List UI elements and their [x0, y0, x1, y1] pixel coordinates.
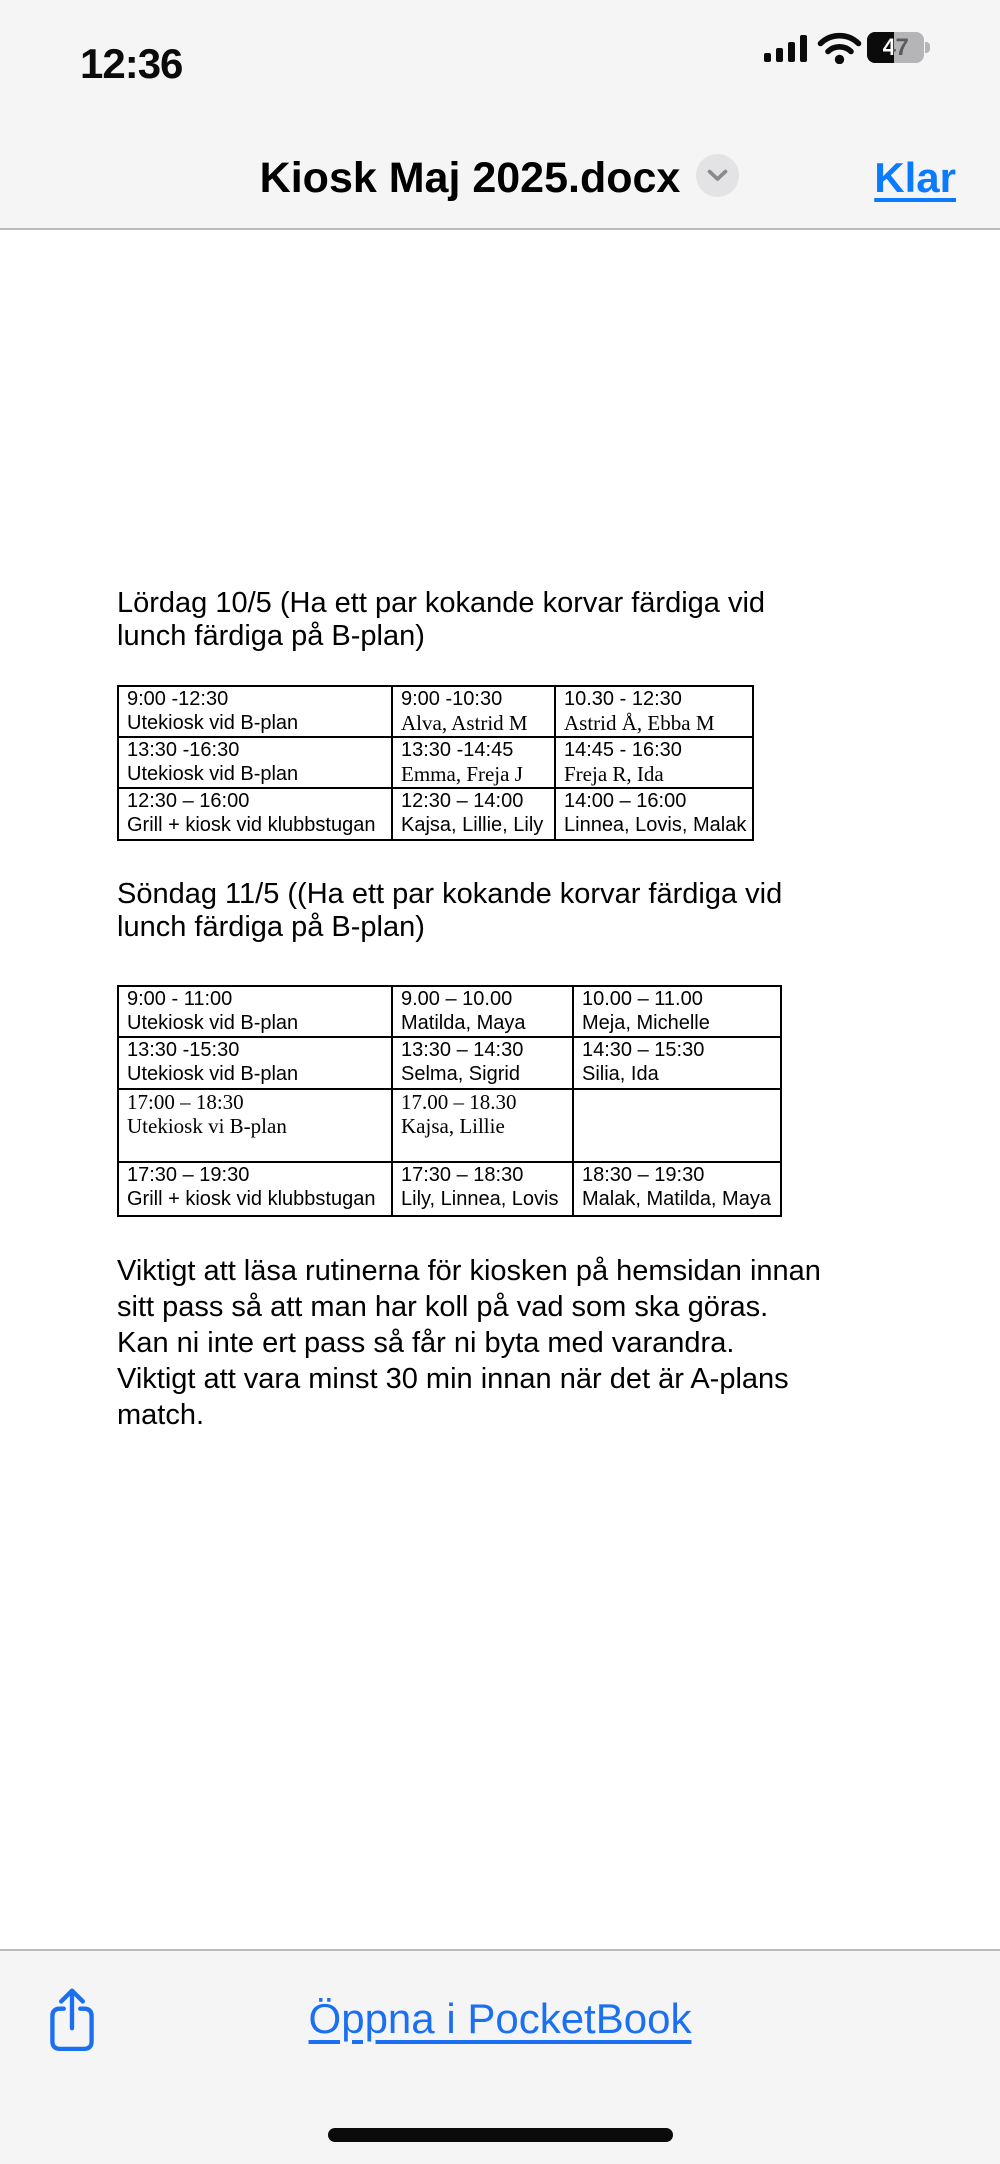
table-row: [118, 686, 753, 737]
shift-names: Kajsa, Lillie, Lily: [401, 813, 544, 836]
heading-line: lunch färdiga på B-plan): [117, 911, 425, 943]
shift-time: 14:00 – 16:00: [564, 790, 687, 812]
top-chrome: [0, 0, 1000, 230]
shift-time: 17:00 – 18:30: [127, 1090, 244, 1114]
schedule-cell: [392, 737, 555, 788]
battery-icon: [867, 32, 924, 63]
schedule-cell: [392, 986, 573, 1037]
chevron-down-icon: [707, 169, 728, 182]
shift-names: Selma, Sigrid: [401, 1062, 520, 1085]
shift-time: 9:00 - 11:00: [127, 988, 233, 1010]
schedule-cell: [392, 1162, 573, 1216]
shift-names: Grill + kiosk vid klubbstugan: [127, 1187, 376, 1210]
shift-time: 10.00 – 11.00: [582, 988, 703, 1010]
shift-time: 18:30 – 19:30: [582, 1164, 705, 1186]
schedule-cell: [392, 788, 555, 840]
heading-line: Lördag 10/5 (Ha ett par kokande korvar färdiga vid: [117, 587, 766, 619]
schedule-cell: [118, 1037, 392, 1089]
shift-time: 9:00 -12:30: [127, 688, 229, 710]
schedule-cell: [573, 986, 781, 1037]
note-line: Viktigt att läsa rutinerna för kiosken på hemsidan innan: [117, 1255, 821, 1287]
shift-names: Linnea, Lovis, Malak: [564, 813, 747, 836]
status-time: 12:36: [80, 40, 183, 87]
note-line: sitt pass så att man har koll på vad som ska göras.: [117, 1291, 769, 1323]
table-row: [118, 737, 753, 788]
schedule-cell: [118, 788, 392, 840]
shift-time: 9.00 – 10.00: [401, 988, 513, 1010]
schedule-cell: [118, 986, 392, 1037]
shift-names: Utekiosk vi B-plan: [127, 1113, 287, 1138]
shift-names: Matilda, Maya: [401, 1011, 526, 1034]
table-row: [118, 1089, 781, 1162]
shift-time: 9:00 -10:30: [401, 688, 503, 710]
shift-time: 14:45 - 16:30: [564, 739, 682, 761]
schedule-cell: [118, 737, 392, 788]
shift-names: Kajsa, Lillie: [401, 1113, 505, 1138]
sunday-schedule-table: [117, 985, 782, 1217]
shift-time: 13:30 -16:30: [127, 739, 240, 761]
shift-time: 17.00 – 18.30: [401, 1090, 517, 1114]
shift-names: Freja R, Ida: [564, 761, 664, 786]
home-indicator[interactable]: [328, 2128, 673, 2142]
schedule-cell: [118, 1162, 392, 1216]
cellular-signal-icon: [763, 31, 809, 68]
shift-names: Utekiosk vid B-plan: [127, 1011, 299, 1034]
saturday-schedule-table: [117, 685, 754, 841]
schedule-cell: [555, 737, 753, 788]
battery-terminal-nub: [925, 42, 930, 53]
shift-names: Astrid Å, Ebba M: [564, 710, 715, 735]
schedule-cell: [555, 788, 753, 840]
table-row: [118, 986, 781, 1037]
schedule-cell: [555, 686, 753, 737]
heading-sunday: [117, 878, 782, 944]
shift-time: 13:30 -14:45: [401, 739, 514, 761]
shift-names: Alva, Astrid M: [401, 710, 528, 735]
shift-names: Malak, Matilda, Maya: [582, 1187, 771, 1210]
note-line: Viktigt att vara minst 30 min innan när det är A-plans: [117, 1363, 789, 1395]
schedule-cell: [392, 686, 555, 737]
schedule-cell: [573, 1162, 781, 1216]
done-button[interactable]: Klar: [874, 154, 956, 201]
shift-names: Lily, Linnea, Lovis: [401, 1187, 559, 1210]
wifi-icon: [817, 31, 862, 69]
table-row: [118, 788, 753, 840]
schedule-cell: [118, 686, 392, 737]
table-row: [118, 1162, 781, 1216]
heading-line: Söndag 11/5 ((Ha ett par kokande korvar färdiga vid: [117, 878, 783, 910]
shift-names: Utekiosk vid B-plan: [127, 711, 299, 734]
title-dropdown-button[interactable]: [696, 154, 739, 197]
shift-names: Utekiosk vid B-plan: [127, 762, 299, 785]
schedule-cell-empty: [573, 1089, 781, 1162]
shift-names: Silia, Ida: [582, 1062, 659, 1085]
document-title: Kiosk Maj 2025.docx: [259, 154, 681, 202]
note-line: Kan ni inte ert pass så får ni byta med varandra.: [117, 1327, 735, 1359]
battery-percentage: 47: [867, 32, 924, 63]
schedule-cell: [118, 1089, 392, 1162]
table-row: [118, 1037, 781, 1089]
shift-time: 12:30 – 16:00: [127, 790, 250, 812]
schedule-cell: [392, 1089, 573, 1162]
shift-names: Utekiosk vid B-plan: [127, 1062, 299, 1085]
document-view[interactable]: [0, 230, 1000, 1949]
shift-time: 14:30 – 15:30: [582, 1039, 705, 1061]
shift-names: Emma, Freja J: [401, 761, 523, 786]
shift-time: 12:30 – 14:00: [401, 790, 524, 812]
shift-names: Grill + kiosk vid klubbstugan: [127, 813, 376, 836]
note-line: match.: [117, 1399, 205, 1431]
shift-time: 17:30 – 19:30: [127, 1164, 250, 1186]
shift-names: Meja, Michelle: [582, 1011, 710, 1034]
open-in-pocketbook-link[interactable]: Öppna i PocketBook: [308, 1995, 692, 2042]
shift-time: 10.30 - 12:30: [564, 688, 682, 710]
shift-time: 17:30 – 18:30: [401, 1164, 524, 1186]
heading-line: lunch färdiga på B-plan): [117, 620, 425, 652]
schedule-cell: [392, 1037, 573, 1089]
schedule-cell: [573, 1037, 781, 1089]
shift-time: 13:30 – 14:30: [401, 1039, 524, 1061]
heading-saturday: [117, 587, 765, 653]
note-paragraph: [117, 1253, 821, 1433]
shift-time: 13:30 -15:30: [127, 1039, 240, 1061]
